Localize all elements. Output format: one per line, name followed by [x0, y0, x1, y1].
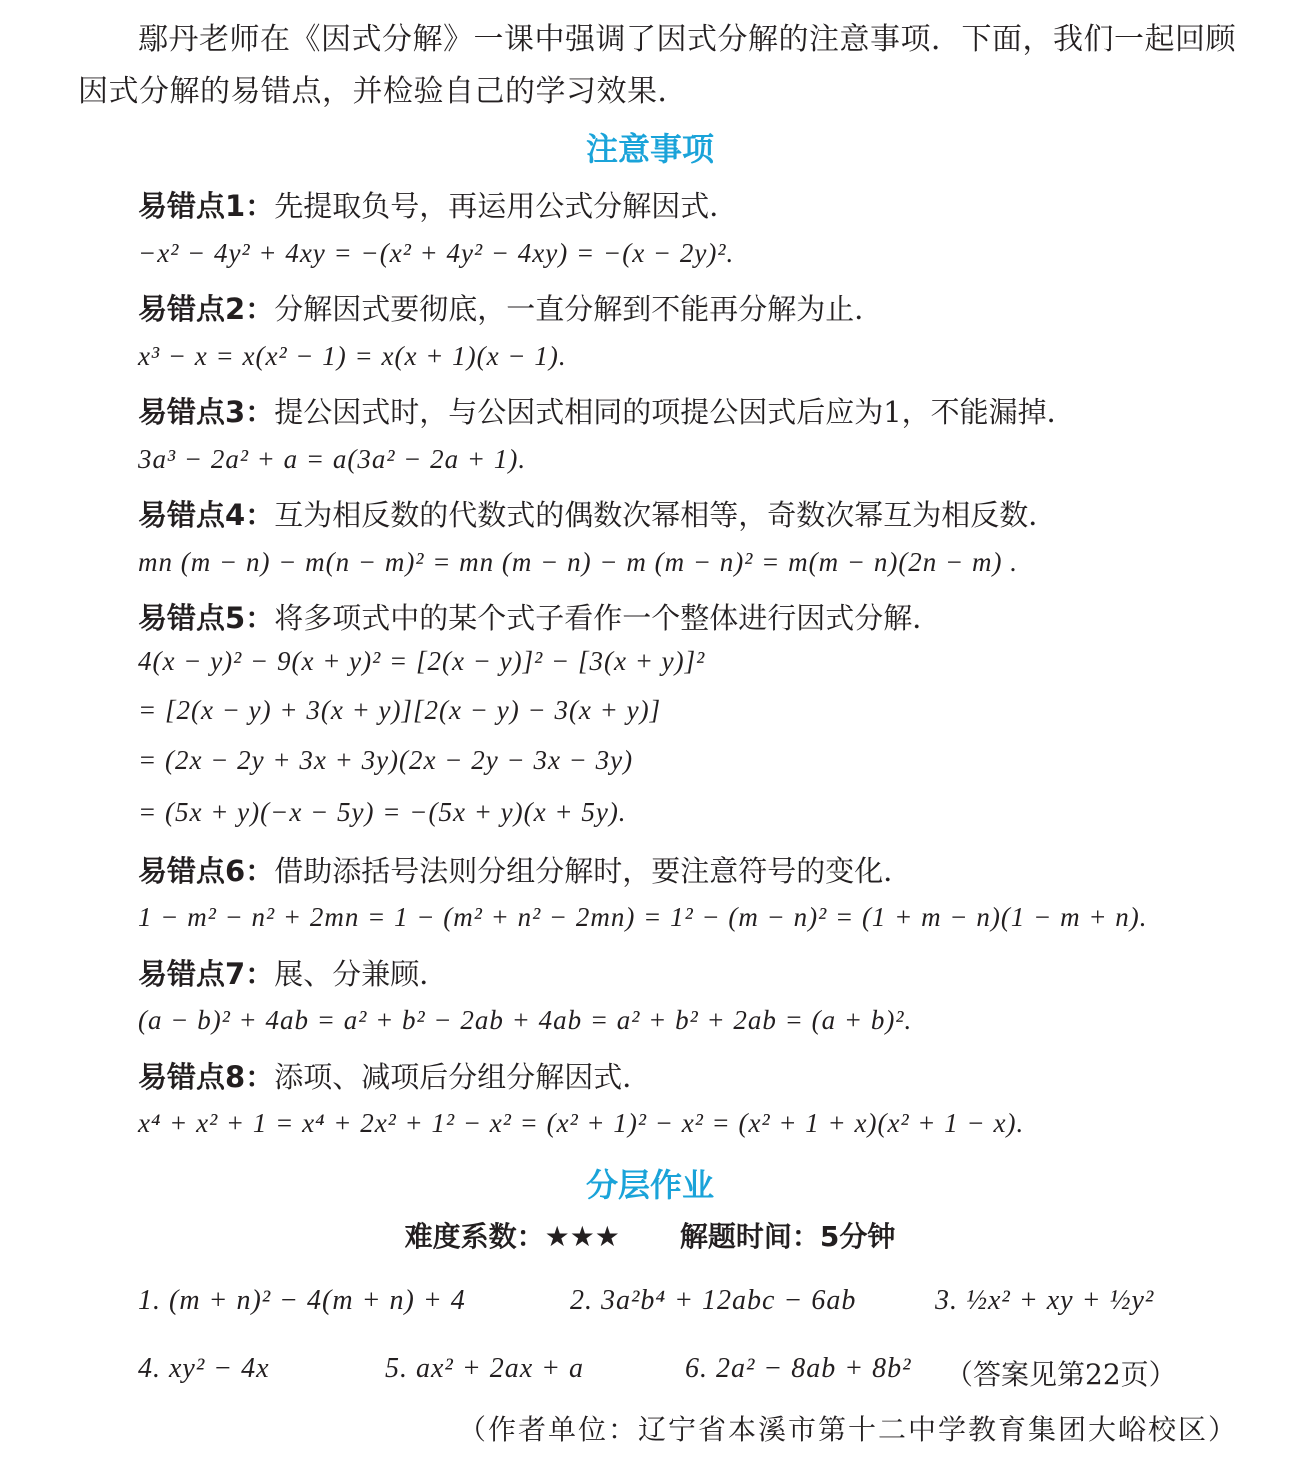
equation-2: x³ − x = x(x² − 1) = x(x + 1)(x − 1). [138, 341, 567, 371]
error-point-label: 易错点7： [138, 957, 275, 991]
equation-5-line-2: = [2(x − y) + 3(x + y)][2(x − y) − 3(x + y)] [138, 695, 662, 725]
error-point-label: 易错点8： [138, 1060, 275, 1094]
homework-meta [0, 1215, 1300, 1255]
error-point-4 [138, 493, 1057, 534]
error-point-5 [138, 596, 941, 637]
equation-3: 3a³ − 2a² + a = a(3a² − 2a + 1). [138, 444, 527, 474]
error-point-1 [138, 184, 738, 225]
equation-4: mn (m − n) − m(n − m)² = mn (m − n) − m (m − n)² = m(m − n)(2n − m) . [138, 547, 1019, 577]
equation-5-line-3: = (2x − 2y + 3x + 3y)(2x − 2y − 3x − 3y) [138, 745, 634, 775]
intro-paragraph: 鄢丹老师在《因式分解》一课中强调了因式分解的注意事项．下面，我们一起回顾因式分解的易错点，并检验自己的学习效果． [78, 22, 1236, 109]
equation-6: 1 − m² − n² + 2mn = 1 − (m² + n² − 2mn) = 1² − (m − n)² = (1 + m − n)(1 − m + n). [138, 902, 1148, 932]
error-point-label: 易错点3： [138, 395, 275, 429]
section-title-homework: 分层作业 [585, 1166, 714, 1204]
equation-7: (a − b)² + 4ab = a² + b² − 2ab + 4ab = a² + b² + 2ab = (a + b)². [138, 1005, 913, 1035]
homework-item-6: 6. 2a² − 8ab + 8b² [685, 1353, 912, 1384]
error-point-2 [138, 287, 883, 328]
error-point-8 [138, 1055, 651, 1096]
error-point-text: 借助添括号法则分组分解时，要注意符号的变化． [274, 854, 913, 888]
error-point-text: 将多项式中的某个式子看作一个整体进行因式分解． [274, 601, 942, 635]
error-point-text: 提公因式时，与公因式相同的项提公因式后应为1，不能漏掉． [274, 395, 1076, 429]
homework-item-1: 1. (m + n)² − 4(m + n) + 4 [138, 1285, 466, 1316]
time-limit: 解题时间：5分钟 [679, 1220, 896, 1253]
section-title-notes: 注意事项 [585, 130, 714, 168]
homework-item-4: 4. xy² − 4x [138, 1353, 270, 1384]
error-point-text: 分解因式要彻底，一直分解到不能再分解为止． [274, 292, 884, 326]
equation-8: x⁴ + x² + 1 = x⁴ + 2x² + 1² − x² = (x² + 1)² − x² = (x² + 1 + x)(x² + 1 − x). [138, 1108, 1025, 1138]
homework-item-2: 2. 3a²b⁴ + 12abc − 6ab [570, 1285, 857, 1316]
error-point-text: 互为相反数的代数式的偶数次幂相等，奇数次幂互为相反数． [274, 498, 1058, 532]
equation-1: −x² − 4y² + 4xy = −(x² + 4y² − 4xy) = −(x − 2y)². [138, 238, 735, 268]
error-point-label: 易错点4： [138, 498, 275, 532]
equation-5-line-4: = (5x + y)(−x − 5y) = −(5x + y)(x + 5y). [138, 797, 627, 827]
error-point-label: 易错点2： [138, 292, 275, 326]
error-point-label: 易错点6： [138, 854, 275, 888]
homework-item-3: 3. ½x² + xy + ½y² [935, 1285, 1155, 1316]
author-affiliation: （作者单位：辽宁省本溪市第十二中学教育集团大峪校区） [457, 1413, 1238, 1446]
error-point-text: 添项、减项后分组分解因式． [274, 1060, 652, 1094]
error-point-text: 展、分兼顾． [274, 957, 449, 991]
error-point-label: 易错点1： [138, 189, 275, 223]
difficulty-rating: 难度系数：★★★ [404, 1220, 620, 1253]
homework-item-5: 5. ax² + 2ax + a [385, 1353, 585, 1384]
error-point-7 [138, 952, 448, 993]
error-point-text: 先提取负号，再运用公式分解因式． [274, 189, 739, 223]
error-point-label: 易错点5： [138, 601, 275, 635]
answer-note: （答案见第22页） [945, 1358, 1177, 1391]
equation-5-line-1: 4(x − y)² − 9(x + y)² = [2(x − y)]² − [3(x + y)]² [138, 646, 706, 676]
error-point-6 [138, 849, 912, 890]
error-point-3 [138, 390, 1076, 431]
